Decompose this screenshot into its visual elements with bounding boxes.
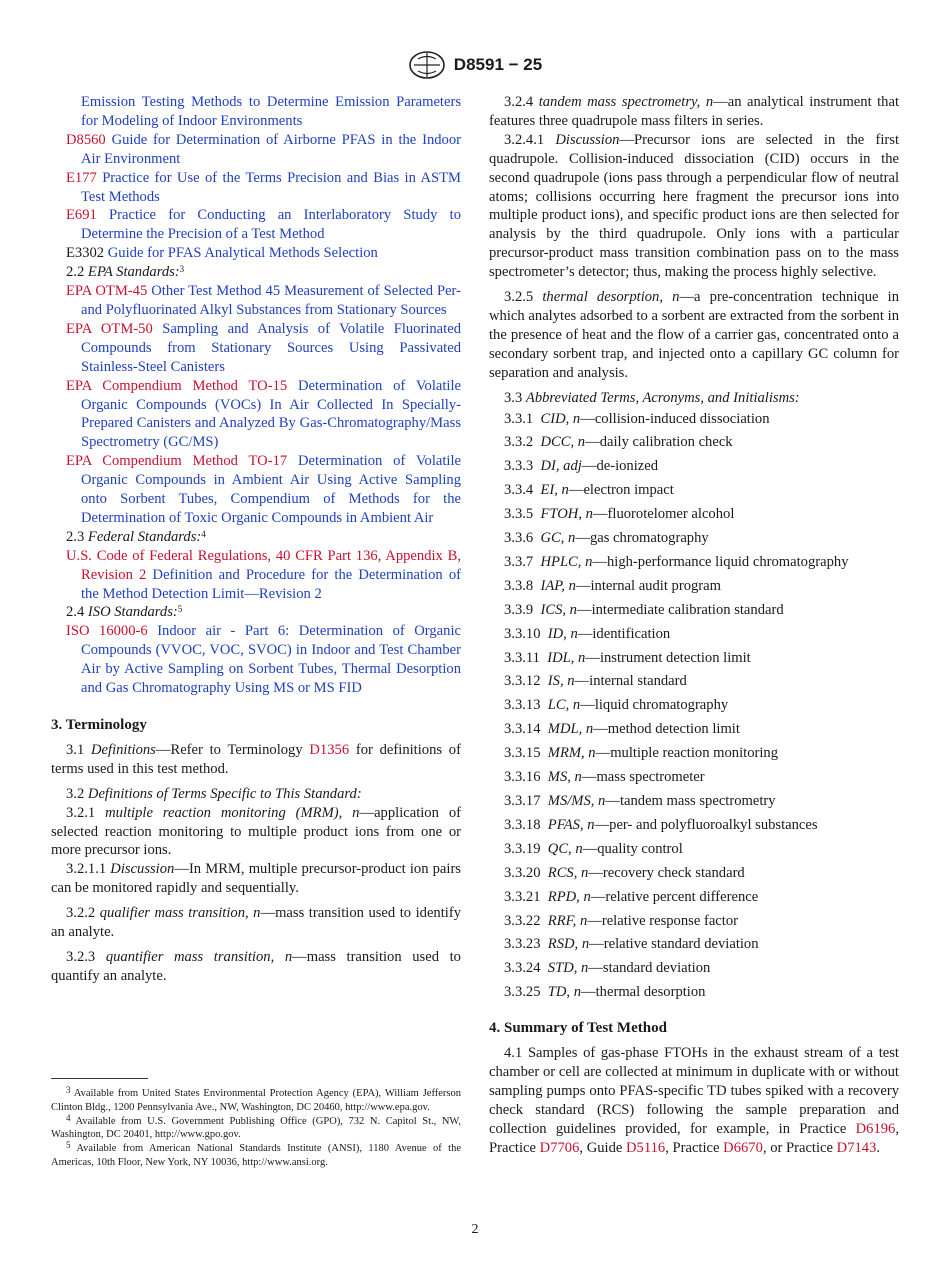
abbreviation-definition: —collision-induced dissociation (580, 410, 770, 427)
reference-link[interactable]: D7143 (836, 1139, 877, 1156)
reference-iso (51, 622, 461, 698)
abbreviation-definition: —electron impact (568, 482, 674, 499)
abbreviation-item (489, 838, 899, 862)
paragraph-label: Abbreviated Terms, Acronyms, and Initialisms: (525, 389, 800, 406)
paragraph-label: Discussion (555, 131, 620, 148)
reference-link[interactable]: D5116 (626, 1139, 666, 1156)
abbreviation-number: 3.3.12 (504, 673, 541, 690)
abbreviation-item (489, 718, 899, 742)
section-title: EPA Standards: (87, 264, 180, 281)
abbreviation-definition: —standard deviation (588, 960, 711, 977)
abbreviation-definition: —internal standard (574, 673, 687, 690)
abbreviation-definition: —instrument detection limit (585, 649, 751, 666)
footnote-number: 3 (66, 1085, 71, 1095)
left-column (51, 93, 461, 986)
reference-code-link[interactable]: D8560 (66, 131, 106, 148)
paragraph-number: 3.1 (66, 741, 85, 758)
reference-to17 (51, 452, 461, 528)
abbreviation-definition: —method detection limit (593, 721, 740, 738)
reference-title-link[interactable]: Determination of Volatile Organic Compounds (VOCs) In Air Collected In Specially-Prepared Canisters and Analyzed By Gas-Chromatography/Mass Spectrometry (GC/MS) (81, 377, 461, 451)
abbreviation-list (489, 408, 899, 1006)
right-column (489, 93, 899, 1158)
section-title: ISO Standards: (87, 604, 178, 621)
paragraph-number: 3.2 (66, 785, 85, 802)
footnote-number: 5 (66, 1140, 71, 1151)
abbreviation-term: MS, n (547, 769, 582, 786)
abbreviation-item (489, 694, 899, 718)
section-4-heading: 4. Summary of Test Method (489, 1020, 667, 1037)
paragraph-3-2-1-1 (51, 860, 461, 898)
abbreviation-item (489, 790, 899, 814)
page-number: 2 (471, 1222, 479, 1237)
abbreviation-definition: —high-performance liquid chromatography (592, 553, 849, 570)
abbreviation-item (489, 503, 899, 527)
paragraph-label: thermal desorption, n (542, 289, 680, 306)
paragraph-3-2-4-1 (489, 131, 899, 282)
abbreviation-number: 3.3.5 (504, 506, 534, 523)
abbreviation-number: 3.3.17 (504, 793, 541, 809)
paragraph-label: Discussion (110, 861, 175, 878)
paragraph-3-2-1 (51, 804, 461, 861)
abbreviation-number: 3.3.19 (504, 840, 541, 857)
document-designation: D8591 − 25 (453, 55, 543, 74)
abbreviation-term: DI, adj (540, 458, 582, 475)
abbreviation-number: 3.3.18 (504, 816, 541, 833)
abbreviation-definition: —quality control (582, 840, 683, 857)
reference-code-link[interactable]: U.S. Code of Federal Regulations, 40 CFR Part 136, Appendix B, Revision 2 (66, 547, 461, 583)
footnote-text: Available from U.S. Government Publishing Office (GPO), 732 N. Capitol St., NW, Washington, DC 20401, http://www.gpo.gov. (51, 1115, 461, 1141)
abbreviation-term: RCS, n (547, 864, 589, 881)
reference-title-link[interactable]: Guide for Determination of Airborne PFAS in the Indoor Air Environment (81, 131, 461, 167)
reference-link[interactable]: D1356 (309, 741, 350, 758)
reference-title-link[interactable]: Other Test Method 45 Measurement of Selected Per- and Polyfluorinated Alkyl Substances from Stationary Sources (81, 283, 461, 318)
reference-title-link[interactable]: Indoor air - Part 6: Determination of Organic Compounds (VVOC, VOC, SVOC) in Indoor and Test Chamber Air by Active Sampling on Sorbent Tubes, Thermal Desorption and Gas Chromatography Using MS or MS FID (81, 623, 461, 697)
section-2-2-heading (51, 263, 461, 282)
footnote-marker[interactable]: 5 (177, 604, 183, 615)
abbreviation-term: RPD, n (547, 888, 591, 905)
abbreviation-item (489, 455, 899, 479)
abbreviation-definition: —relative percent difference (590, 888, 759, 905)
paragraph-number: 3.2.3 (66, 948, 96, 965)
abbreviation-number: 3.3.4 (504, 482, 534, 499)
abbreviation-number: 3.3.3 (504, 458, 534, 475)
footnote-text: Available from United States Environmental Protection Agency (EPA), William Jefferson Clinton Bldg., 1200 Pennsylvania Ave., NW, Washington, DC 20460, http://www.epa.gov. (51, 1088, 461, 1113)
abbreviation-definition: —fluorotelomer alcohol (592, 506, 735, 523)
paragraph-number: 3.2.1.1 (66, 861, 107, 878)
abbreviation-number: 3.3.15 (504, 745, 541, 762)
paragraph-label: Definitions of Terms Specific to This Standard: (87, 785, 362, 802)
reference-title-link[interactable]: Definition and Procedure for the Determination of the Method Detection Limit—Revision 2 (81, 566, 462, 602)
abbreviation-definition: —thermal desorption (581, 984, 706, 1001)
abbreviation-number: 3.3.10 (504, 625, 541, 642)
abbreviation-item (489, 527, 899, 551)
abbreviation-definition: —recovery check standard (588, 864, 745, 881)
abbreviation-number: 3.3.13 (504, 697, 541, 714)
reference-title-link[interactable]: Emission Testing Methods to Determine Emission Parameters for Modeling of Indoor Environments (81, 94, 461, 129)
reference-code-link[interactable]: EPA Compendium Method TO-17 (66, 453, 288, 470)
paragraph-text: , Practice (489, 1120, 899, 1156)
paragraph-text: —In MRM, multiple precursor-product ion pairs can be monitored rapidly and sequentially. (51, 861, 461, 897)
reference-code-link[interactable]: EPA Compendium Method TO-15 (66, 377, 288, 394)
reference-e691 (51, 206, 461, 244)
abbreviation-number: 3.3.20 (504, 864, 541, 881)
abbreviation-item (489, 431, 899, 455)
reference-code-link[interactable]: EPA OTM-45 (66, 283, 148, 300)
astm-logo-icon (408, 50, 446, 80)
footnotes (51, 1078, 461, 1170)
footnote-divider (51, 1078, 148, 1079)
abbreviation-number: 3.3.7 (504, 553, 534, 570)
paragraph-number: 3.2.4 (504, 94, 534, 110)
abbreviation-item (489, 408, 899, 432)
reference-code-link[interactable]: EPA OTM-50 (66, 320, 153, 337)
abbreviation-number: 3.3.2 (504, 434, 534, 451)
abbreviation-number: 3.3.16 (504, 769, 541, 786)
paragraph-text: —mass transition used to quantify an analyte. (51, 948, 461, 984)
paragraph-text: —a pre-concentration technique in which analytes adsorbed to a sorbent are extracted from the sorbent in the presence of heat and the flow of a carrier gas, concentrated onto a secondary sorbent trap, and injected onto a capillary GC column for separation and analysis. (489, 289, 899, 381)
abbreviation-term: IDL, n (547, 649, 586, 666)
abbreviation-item (489, 766, 899, 790)
reference-e3302 (51, 244, 461, 263)
reference-link[interactable]: D6670 (723, 1139, 763, 1156)
footnote-5 (51, 1142, 461, 1170)
paragraph-3-2-5 (489, 288, 899, 383)
abbreviation-item (489, 742, 899, 766)
abbreviation-term: LC, n (547, 697, 581, 714)
paragraph-number: 3.3 (504, 389, 523, 406)
abbreviation-item (489, 670, 899, 694)
abbreviation-term: IAP, n (540, 577, 576, 594)
paragraph-3-2-4 (489, 93, 899, 131)
reference-otm50 (51, 320, 461, 377)
reference-link[interactable]: D7706 (539, 1139, 580, 1156)
paragraph-text: —Precursor ions are selected in the first quadrupole. Collision-induced dissociation (CID) occurs in the second quadrupole (ions pass through a perpendicular flow of neutral atoms; collisions occurring here fragment the precursor ions into multiple product ions), and specific product ions are then selected for analysis by the third quadrupole. Only ions with a particular precursor-product mass transition combination pass on to the mass spectrometer’s detector; thus, making the process highly selective. (489, 131, 900, 281)
section-number: 2.2 (66, 264, 85, 281)
paragraph-text: —an analytical instrument that features three quadrupole mass filters in series. (489, 94, 900, 129)
section-2-4-heading (51, 603, 461, 622)
paragraph-text: , Practice (665, 1139, 720, 1156)
abbreviation-term: ICS, n (540, 601, 577, 618)
abbreviation-term: RRF, n (547, 912, 588, 929)
reference-d8560 (51, 131, 461, 169)
reference-title-link[interactable]: Practice for Conducting an Interlaboratory Study to Determine the Precision of a Test Method (81, 207, 461, 243)
abbreviation-definition: —intermediate calibration standard (576, 601, 784, 618)
abbreviation-item (489, 479, 899, 503)
abbreviation-number: 3.3.6 (504, 530, 534, 547)
section-number: 2.3 (66, 528, 85, 545)
section-number: 2.4 (66, 604, 85, 621)
paragraph-text: for definitions of terms used in this test method. (51, 741, 461, 777)
abbreviation-item (489, 623, 899, 647)
abbreviation-definition: —mass spectrometer (581, 769, 705, 786)
footnote-3 (51, 1087, 461, 1115)
paragraph-label: qualifier mass transition, n (99, 905, 261, 922)
paragraph-label: quantifier mass transition, n (105, 948, 293, 965)
paragraph-number: 3.2.4.1 (504, 131, 545, 148)
abbreviation-item (489, 647, 899, 671)
reference-title-link[interactable]: Guide for PFAS Analytical Methods Selection (107, 245, 378, 262)
abbreviation-number: 3.3.1 (504, 410, 534, 427)
abbreviation-term: QC, n (547, 840, 583, 857)
reference-title-link[interactable]: Determination of Volatile Organic Compounds in Ambient Air Using Active Sampling onto Sorbent Tubes, Compendium of Methods for the Determination of Toxic Organic Compounds in Ambient Air (81, 453, 461, 526)
abbreviation-term: TD, n (547, 984, 582, 1001)
section-2-3-heading (51, 528, 461, 547)
abbreviation-term: PFAS, n (547, 816, 595, 833)
paragraph-3-2-2 (51, 904, 461, 942)
footnote-text: Available from American National Standards Institute (ANSI), 1180 Avenue of the Americas, 10th Floor, New York, NY 10036, http://www.ansi.org. (51, 1143, 462, 1168)
footnote-marker[interactable]: 3 (179, 264, 185, 275)
abbreviation-item (489, 551, 899, 575)
abbreviation-definition: —liquid chromatography (580, 697, 729, 714)
abbreviation-term: MDL, n (547, 721, 594, 738)
reference-title-link[interactable]: Practice for Use of the Terms Precision and Bias in ASTM Test Methods (81, 169, 461, 205)
reference-continuation (51, 93, 461, 131)
abbreviation-item (489, 862, 899, 886)
abbreviation-item (489, 886, 899, 910)
abbreviation-number: 3.3.14 (504, 721, 541, 738)
paragraph-text: —mass transition used to identify an analyte. (51, 905, 461, 941)
abbreviation-term: FTOH, n (540, 506, 593, 523)
footnote-marker[interactable]: 4 (201, 528, 206, 539)
abbreviation-number: 3.3.9 (504, 601, 534, 618)
abbreviation-definition: —relative standard deviation (589, 936, 759, 953)
abbreviation-item (489, 957, 899, 981)
reference-code: E3302 (66, 245, 105, 262)
paragraph-number: 4.1 (504, 1045, 523, 1062)
paragraph-number: 3.2.5 (504, 289, 534, 306)
abbreviation-definition: —relative response factor (587, 912, 738, 929)
abbreviation-term: RSD, n (547, 936, 590, 953)
abbreviation-definition: —tandem mass spectrometry (605, 793, 776, 809)
paragraph-3-2 (51, 785, 461, 804)
page-header (0, 50, 950, 80)
paragraph-text: , or Practice (762, 1139, 833, 1156)
abbreviation-term: GC, n (540, 530, 576, 547)
abbreviation-term: MS/MS, n (547, 793, 606, 809)
section-title: Federal Standards: (87, 528, 202, 545)
abbreviation-item (489, 933, 899, 957)
abbreviation-number: 3.3.21 (504, 888, 541, 905)
abbreviation-term: DCC, n (540, 434, 586, 451)
abbreviation-number: 3.3.11 (504, 649, 540, 666)
abbreviation-term: STD, n (547, 960, 589, 977)
abbreviation-number: 3.3.24 (504, 960, 541, 977)
abbreviation-definition: —per- and polyfluoroalkyl substances (594, 816, 818, 833)
reference-e177 (51, 169, 461, 207)
paragraph-3-2-3 (51, 948, 461, 986)
reference-code-link[interactable]: E177 (66, 169, 97, 186)
footnote-4 (51, 1112, 461, 1143)
section-3-heading: 3. Terminology (51, 717, 147, 733)
paragraph-3-3 (489, 389, 899, 408)
reference-otm45 (51, 282, 461, 320)
abbreviation-definition: —daily calibration check (585, 434, 733, 451)
reference-code-link[interactable]: ISO 16000-6 (66, 623, 148, 640)
abbreviation-item (489, 599, 899, 623)
abbreviation-definition: —identification (577, 625, 671, 642)
paragraph-text: —Refer to Terminology (155, 741, 303, 758)
paragraph-label: tandem mass spectrometry, n (538, 94, 714, 110)
abbreviation-definition: —internal audit program (575, 577, 721, 594)
abbreviation-item (489, 910, 899, 934)
footnote-number: 4 (66, 1112, 71, 1123)
paragraph-text: . (876, 1139, 881, 1156)
paragraph-label: Definitions (91, 741, 156, 758)
abbreviation-definition: —gas chromatography (575, 530, 709, 547)
abbreviation-number: 3.3.22 (504, 912, 541, 929)
abbreviation-item (489, 575, 899, 599)
reference-code-link[interactable]: E691 (66, 207, 97, 224)
paragraph-text: , Guide (579, 1139, 623, 1156)
abbreviation-term: EI, n (540, 482, 569, 499)
abbreviation-term: HPLC, n (540, 553, 593, 570)
reference-link[interactable]: D6196 (855, 1120, 896, 1137)
paragraph-number: 3.2.2 (66, 905, 96, 922)
abbreviation-definition: —de-ionized (581, 458, 659, 475)
abbreviation-item (489, 814, 899, 838)
abbreviation-number: 3.3.8 (504, 577, 534, 594)
abbreviation-definition: —multiple reaction monitoring (595, 745, 778, 762)
reference-title-link[interactable]: Sampling and Analysis of Volatile Fluorinated Compounds from Stationary Sources Using Passivated Stainless-Steel Canisters (81, 320, 461, 375)
paragraph-label: multiple reaction monitoring (MRM), n (105, 804, 360, 821)
abbreviation-number: 3.3.25 (504, 984, 541, 1001)
abbreviation-term: MRM, n (547, 745, 596, 762)
paragraph-text: —application of selected reaction monitoring to multiple product ions from one or more precursor ions. (51, 804, 461, 859)
paragraph-3-1 (51, 741, 461, 779)
paragraph-4-1 (489, 1044, 899, 1157)
abbreviation-term: IS, n (547, 673, 575, 690)
abbreviation-term: CID, n (540, 410, 581, 427)
paragraph-number: 3.2.1 (66, 804, 96, 821)
abbreviation-item (489, 981, 899, 1005)
abbreviation-number: 3.3.23 (504, 936, 541, 953)
paragraph-text: Samples of gas-phase FTOHs in the exhaust stream of a test chamber or cell are collected at minimum in duplicate with or without sampling pumps onto PFAS-specific TD tubes spiked with a recovery check standard (RCS) following the sample preparation and collection guidelines provided, for example, in Practice (489, 1045, 899, 1137)
reference-to15 (51, 377, 461, 453)
abbreviation-term: ID, n (547, 625, 578, 642)
reference-cfr (51, 547, 461, 604)
